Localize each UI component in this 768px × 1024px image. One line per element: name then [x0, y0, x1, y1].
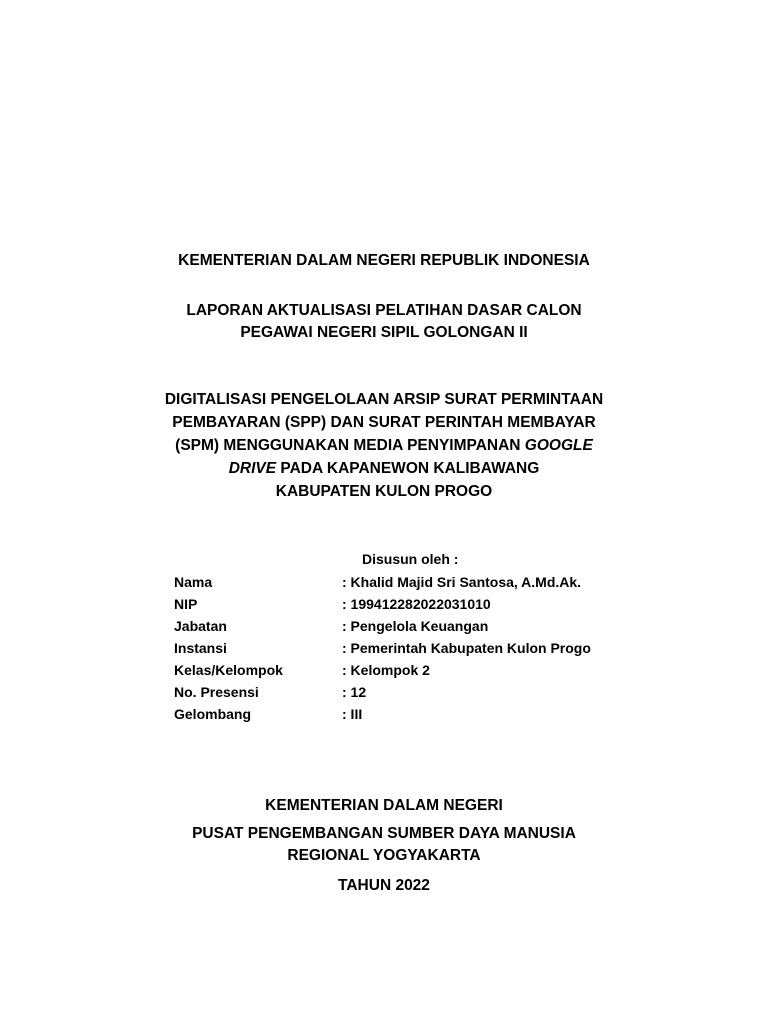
info-label: Instansi [174, 640, 227, 656]
footer-center-line-2: REGIONAL YOGYAKARTA [287, 847, 481, 864]
title-line-4-italic: DRIVE [228, 460, 277, 477]
info-label: NIP [174, 596, 198, 612]
info-value: : Khalid Majid Sri Santosa, A.Md.Ak. [342, 574, 582, 590]
info-value: : Pemerintah Kabupaten Kulon Progo [342, 640, 591, 656]
info-row-kelas-kelompok [174, 659, 591, 681]
title-line-4 [0, 457, 768, 480]
footer-center-line-1: PUSAT PENGEMBANGAN SUMBER DAYA MANUSIA [192, 825, 576, 842]
info-value: : Pengelola Keuangan [342, 618, 489, 634]
info-row-nama [174, 571, 591, 593]
prepared-by-heading: Disusun oleh : [362, 551, 459, 567]
document-title [0, 388, 768, 503]
info-label: Nama [174, 574, 213, 590]
report-title-line-2: PEGAWAI NEGERI SIPIL GOLONGAN II [240, 324, 528, 341]
footer-ministry: KEMENTERIAN DALAM NEGERI [265, 797, 503, 814]
title-line-3-italic: GOOGLE [524, 437, 593, 454]
title-line-4-text: PADA KAPANEWON KALIBAWANG [276, 460, 540, 477]
footer-year: TAHUN 2022 [338, 877, 430, 894]
info-label: Kelas/Kelompok [174, 662, 283, 678]
info-value: : Kelompok 2 [342, 662, 430, 678]
info-row-jabatan [174, 615, 591, 637]
info-label: No. Presensi [174, 684, 259, 700]
author-info-table [174, 571, 591, 725]
info-value: : III [342, 706, 363, 722]
info-value: : 12 [342, 684, 367, 700]
title-line-2: PEMBAYARAN (SPP) DAN SURAT PERINTAH MEMBAYAR [172, 414, 596, 431]
ministry-heading: KEMENTERIAN DALAM NEGERI REPUBLIK INDONESIA [178, 252, 590, 269]
title-line-3 [0, 434, 768, 457]
info-row-gelombang [174, 703, 591, 725]
report-title-line-1: LAPORAN AKTUALISASI PELATIHAN DASAR CALON [186, 302, 582, 319]
info-row-no-presensi [174, 681, 591, 703]
info-value: : 199412282022031010 [342, 596, 491, 612]
title-line-5: KABUPATEN KULON PROGO [275, 483, 493, 500]
info-row-instansi [174, 637, 591, 659]
info-label: Gelombang [174, 706, 252, 722]
title-line-1: DIGITALISASI PENGELOLAAN ARSIP SURAT PERMINTAAN [164, 391, 604, 408]
info-label: Jabatan [174, 618, 227, 634]
title-line-3-text: (SPM) MENGGUNAKAN MEDIA PENYIMPANAN [175, 437, 525, 454]
info-row-nip [174, 593, 591, 615]
